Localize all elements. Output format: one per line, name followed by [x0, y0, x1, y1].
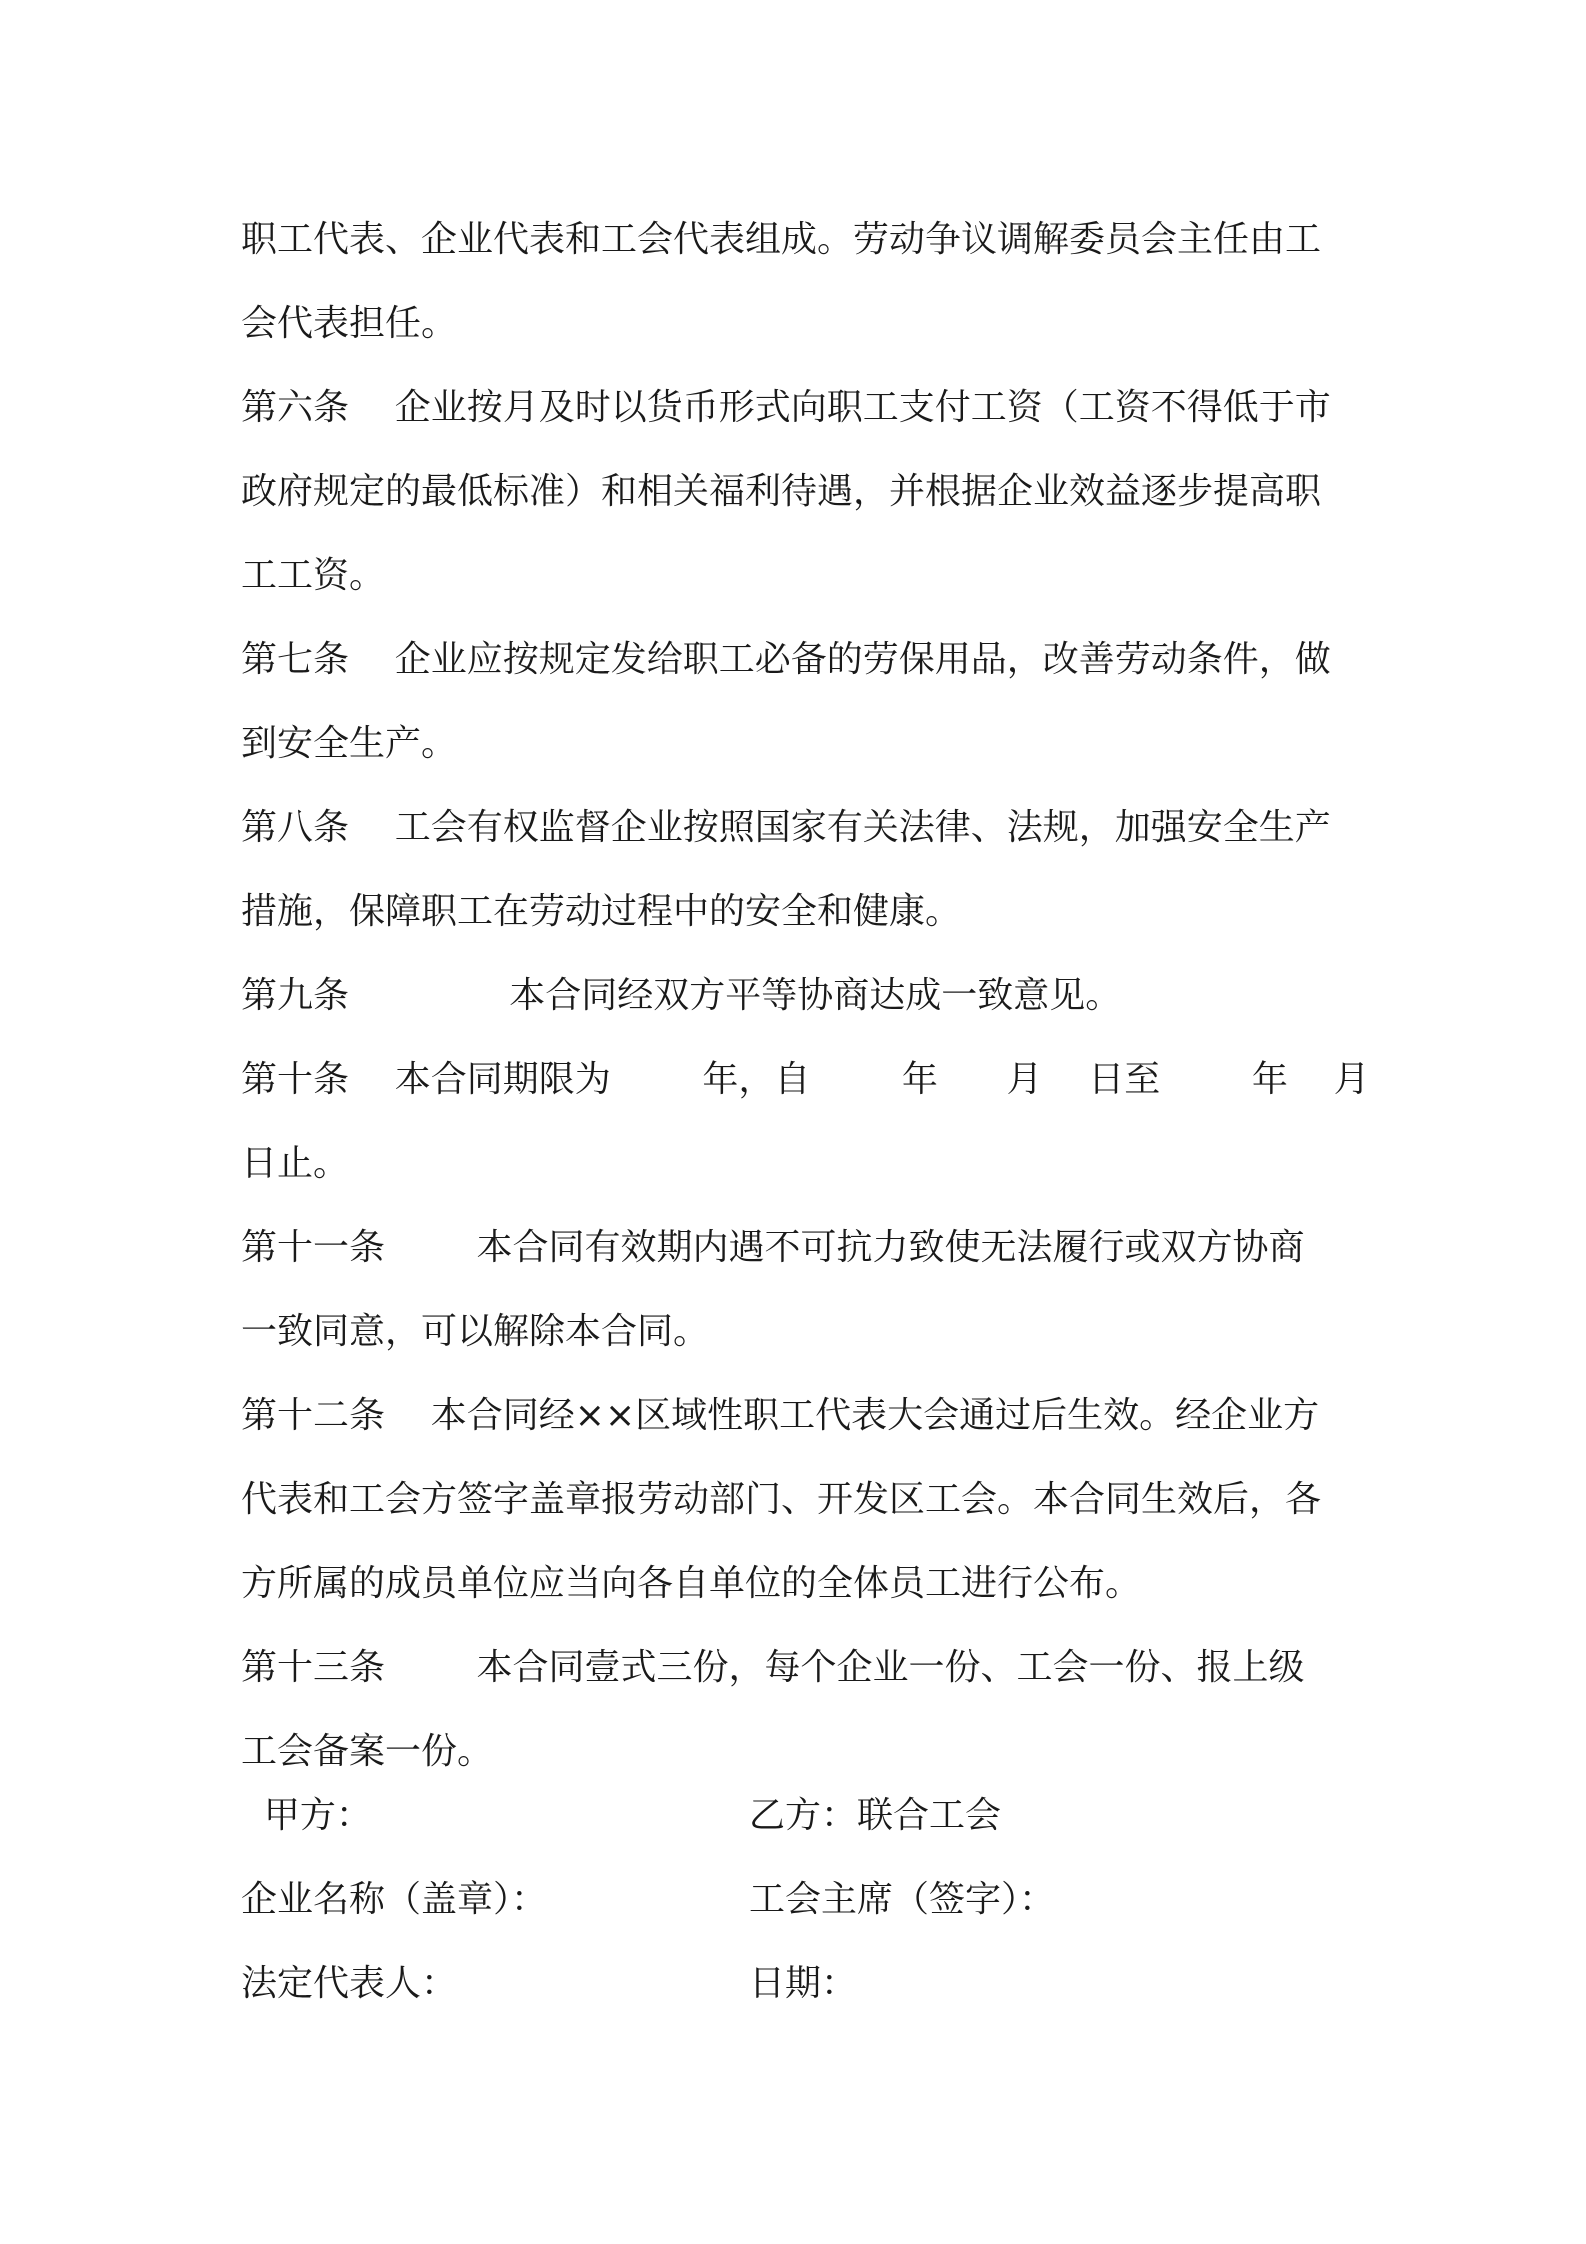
body-line: 到安全生产。 — [241, 723, 458, 764]
body-line: 日止。 — [241, 1143, 350, 1184]
article-10-line: 第十条 本合同期限为 年，自 年 月 日至 年 月 — [241, 1059, 1370, 1100]
article-13-line: 第十三条 本合同壹式三份，每个企业一份、工会一份、报上级 — [241, 1647, 1305, 1688]
article-9-line: 第九条 本合同经双方平等协商达成一致意见。 — [241, 975, 1122, 1016]
union-chair-label: 工会主席（签字）： — [749, 1879, 1056, 1920]
body-line: 职工代表、企业代表和工会代表组成。劳动争议调解委员会主任由工 — [241, 219, 1322, 260]
body-line: 工工资。 — [241, 555, 386, 596]
article-7-line: 第七条 企业应按规定发给职工必备的劳保用品，改善劳动条件，做 — [241, 639, 1331, 680]
company-name-label: 企业名称（盖章）： — [241, 1879, 548, 1920]
body-line: 代表和工会方签字盖章报劳动部门、开发区工会。本合同生效后，各 — [241, 1479, 1322, 1520]
article-6-line: 第六条 企业按月及时以货币形式向职工支付工资（工资不得低于市 — [241, 387, 1331, 428]
legal-rep-label: 法定代表人： — [241, 1963, 458, 2004]
signature-row-names — [241, 1858, 1361, 1942]
signature-block — [241, 1774, 1361, 2026]
body-line: 政府规定的最低标准）和相关福利待遇，并根据企业效益逐步提高职 — [241, 471, 1322, 512]
body-line: 措施，保障职工在劳动过程中的安全和健康。 — [241, 891, 962, 932]
article-8-line: 第八条 工会有权监督企业按照国家有关法律、法规，加强安全生产 — [241, 807, 1331, 848]
article-12-line: 第十二条 本合同经××区域性职工代表大会通过后生效。经企业方 — [241, 1395, 1320, 1436]
party-a-label: 甲方： — [241, 1795, 372, 1836]
body-line: 会代表担任。 — [241, 303, 458, 344]
date-label: 日期： — [749, 1963, 858, 2004]
contract-body — [241, 198, 1370, 1794]
body-line: 工会备案一份。 — [241, 1731, 494, 1772]
party-b-label: 乙方：联合工会 — [749, 1795, 1002, 1836]
signature-row-rep-date — [241, 1942, 1361, 2026]
body-line: 一致同意，可以解除本合同。 — [241, 1311, 710, 1352]
article-11-line: 第十一条 本合同有效期内遇不可抗力致使无法履行或双方协商 — [241, 1227, 1305, 1268]
body-line: 方所属的成员单位应当向各自单位的全体员工进行公布。 — [241, 1563, 1142, 1604]
signature-row-parties — [241, 1774, 1361, 1858]
